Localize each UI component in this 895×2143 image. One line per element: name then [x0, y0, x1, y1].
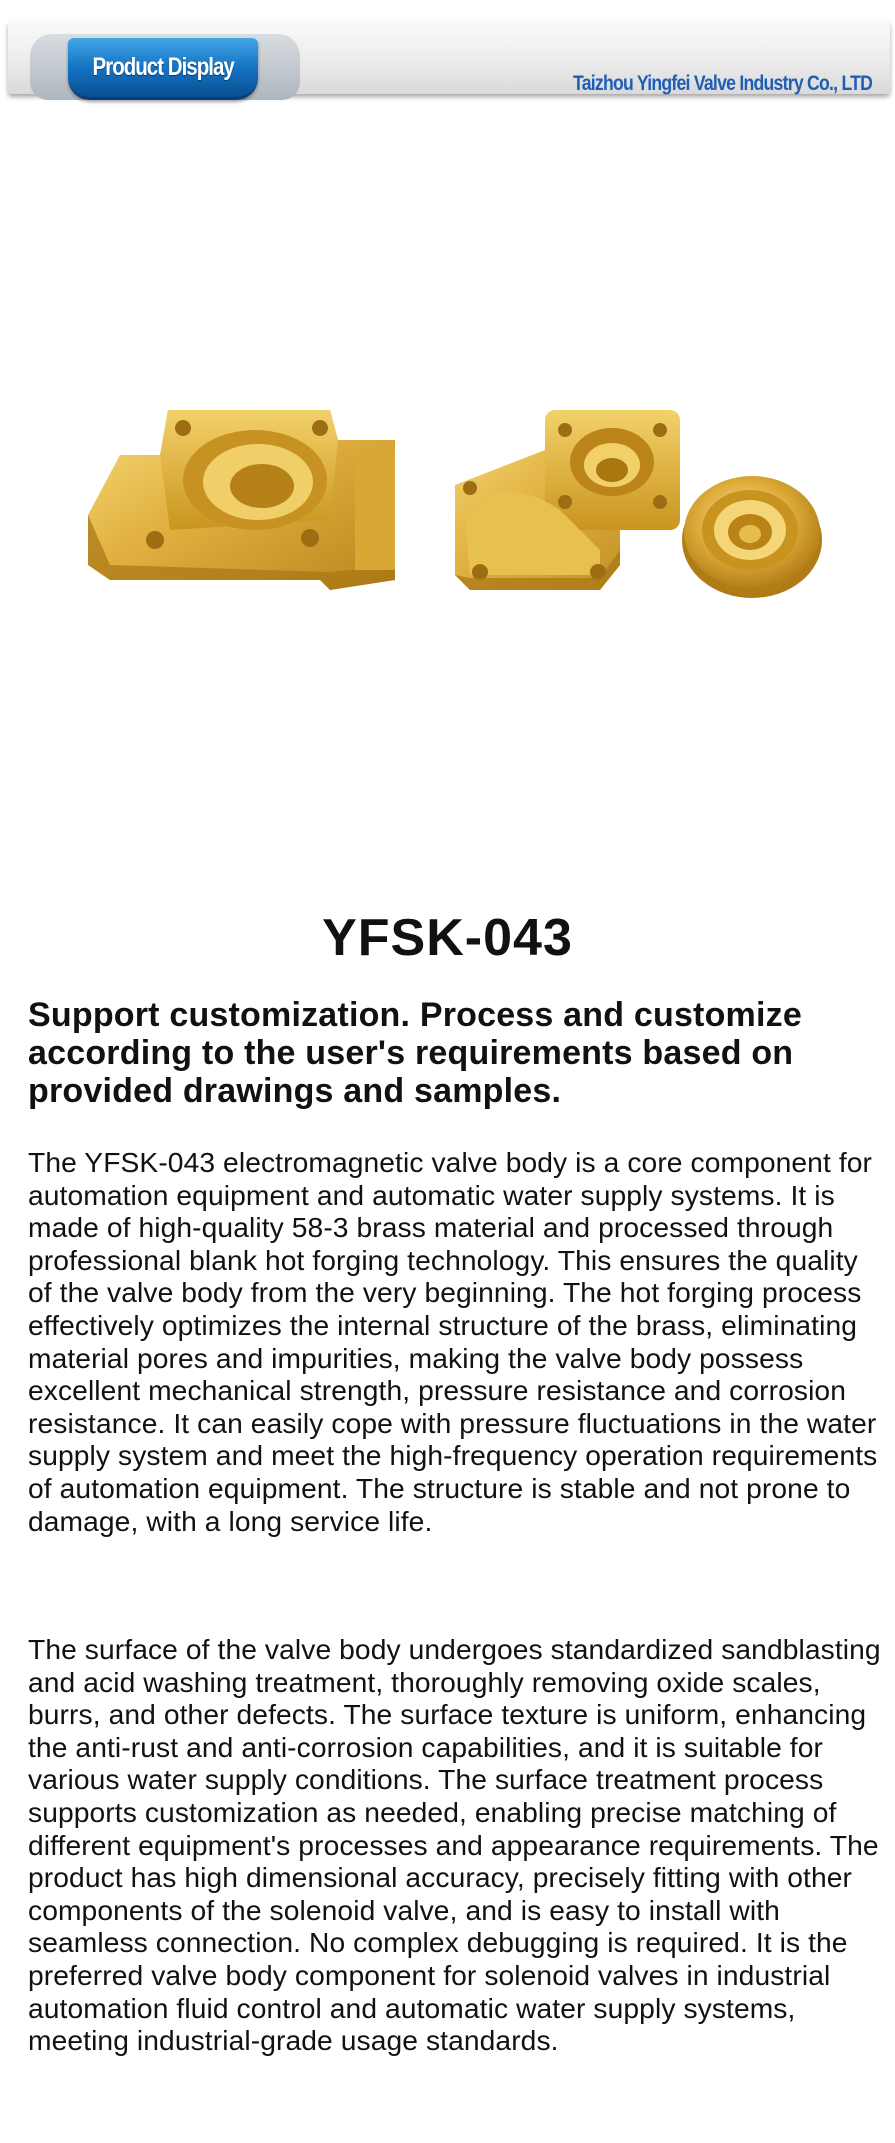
- product-display-tab[interactable]: [68, 38, 258, 100]
- customization-statement: Support customization. Process and customize according to the user's requirements based on provided drawings and samples.: [28, 996, 802, 1110]
- description-paragraph-1: The YFSK-043 electromagnetic valve body is a core component for automation equipment and automatic water supply systems. It is made of high-quality 58-3 brass material and processed through professional blank hot forging technology. This ensures the quality of the valve body from the very beginning. The hot forging process effectively optimizes the internal structure of the brass, eliminating material pores and impurities, making the valve body possess excellent mechanical strength, pressure resistance and corrosion resistance. It can easily cope with pressure fluctuations in the water supply system and meet the high-frequency operation requirements of automation equipment. The structure is stable and not prone to damage, with a long service life.: [28, 1146, 878, 1537]
- valve-cap-right: [682, 476, 822, 598]
- product-model: YFSK-043: [322, 909, 573, 967]
- company-name: Taizhou Yingfei Valve Industry Co., LTD: [572, 72, 872, 95]
- product-image: [0, 110, 895, 870]
- tab-label: Product Display: [92, 53, 234, 81]
- valve-body-left: [88, 410, 395, 590]
- valve-body-middle: [455, 410, 680, 590]
- description-paragraph-2: The surface of the valve body undergoes standardized sandblasting and acid washing treatment, thoroughly removing oxide scales, burrs, and other defects. The surface texture is uniform, enhancing the anti-rust and anti-corrosion capabilities, and it is suitable for various water supply conditions. The surface treatment process supports customization as needed, enabling precise matching of different equipment's processes and appearance requirements. The product has high dimensional accuracy, precisely fitting with other components of the solenoid valve, and is easy to install with seamless connection. No complex debugging is required. It is the preferred valve body component for solenoid valves in industrial automation fluid control and automatic water supply systems, meeting industrial-grade usage standards.: [28, 1633, 881, 2057]
- header-bar: [8, 20, 890, 94]
